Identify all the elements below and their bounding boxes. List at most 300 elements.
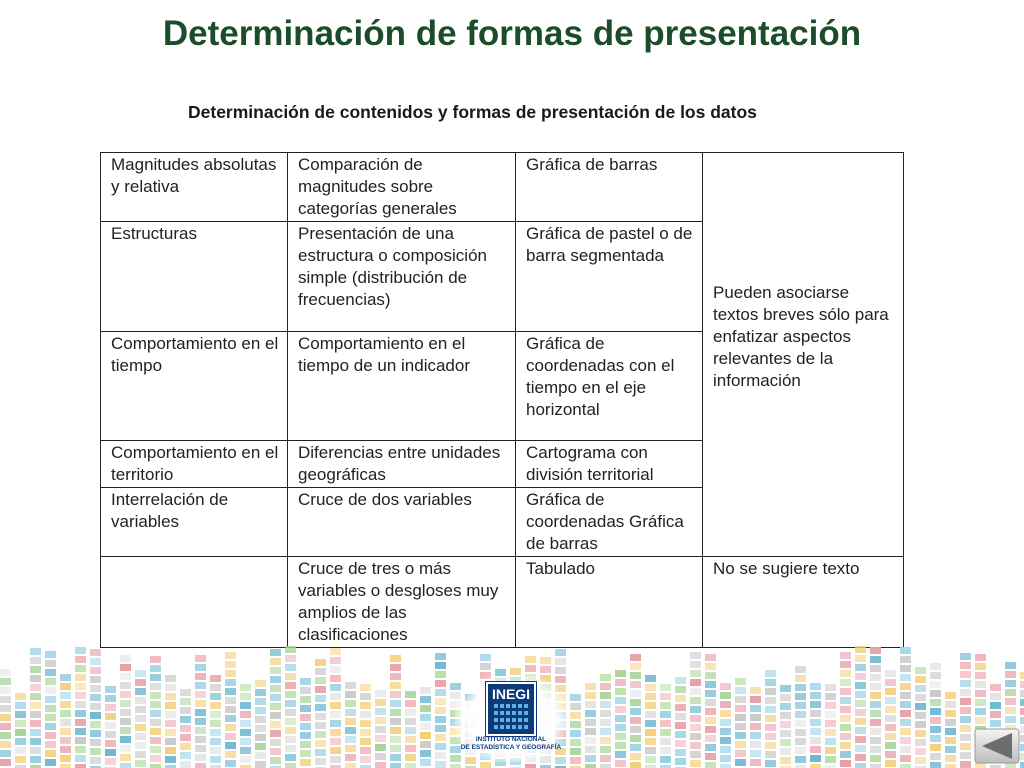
decorative-bar-block	[900, 764, 911, 768]
decorative-bar-block	[60, 764, 71, 768]
decorative-bar-block	[60, 692, 71, 699]
decorative-bar-block	[945, 719, 956, 726]
table-row	[101, 557, 904, 648]
decorative-bar-block	[75, 755, 86, 762]
decorative-bar-block	[285, 682, 296, 689]
decorative-bar-block	[60, 710, 71, 717]
decorative-bar-block	[360, 747, 371, 754]
decorative-bar-block	[75, 647, 86, 654]
decorative-bar-block	[390, 727, 401, 734]
decorative-bar-block	[345, 691, 356, 698]
decorative-bar-block	[975, 717, 986, 724]
decorative-bar-block	[705, 753, 716, 760]
decorative-bar-block	[240, 738, 251, 745]
decorative-bar-block	[690, 715, 701, 722]
decorative-bar-block	[30, 711, 41, 718]
decorative-bar-block	[570, 748, 581, 755]
decorative-bar-block	[330, 684, 341, 691]
decorative-bar-block	[240, 693, 251, 700]
decorative-bar-block	[435, 653, 446, 660]
decorative-bar-block	[960, 716, 971, 723]
table-cell-purpose: Comparación de magnitudes sobre categorías generales	[288, 153, 516, 222]
presentation-forms-table	[100, 152, 904, 648]
decorative-bar-block	[705, 699, 716, 706]
decorative-bar-block	[135, 679, 146, 686]
decorative-bar-block	[795, 720, 806, 727]
decorative-bar-block	[915, 739, 926, 746]
decorative-bar-block	[135, 760, 146, 767]
decorative-bar-block	[630, 735, 641, 742]
decorative-bar-block	[150, 755, 161, 762]
decorative-bar-block	[795, 693, 806, 700]
decorative-bar-block	[915, 685, 926, 692]
decorative-bar-block	[315, 749, 326, 756]
decorative-bar-block	[645, 693, 656, 700]
decorative-bar-block	[0, 723, 11, 730]
decorative-bar-block	[1020, 726, 1024, 733]
decorative-bar-block	[45, 696, 56, 703]
decorative-bar-block	[660, 702, 671, 709]
decorative-bar-block	[450, 764, 461, 768]
decorative-bar-block	[840, 706, 851, 713]
back-arrow-icon[interactable]	[974, 728, 1020, 764]
decorative-bar-block	[840, 661, 851, 668]
decorative-bar-block	[975, 654, 986, 661]
decorative-bar-block	[165, 675, 176, 682]
decorative-bar-block	[945, 746, 956, 753]
decorative-bar-block	[720, 683, 731, 690]
decorative-bar-block	[120, 754, 131, 761]
decorative-bar-block	[630, 744, 641, 751]
decorative-bar-block	[225, 688, 236, 695]
inegi-logo-line2: DE ESTADÍSTICA Y GEOGRAFÍA	[460, 744, 562, 751]
decorative-bar-block	[810, 701, 821, 708]
decorative-bar-block	[330, 657, 341, 664]
decorative-bar-block	[825, 738, 836, 745]
decorative-bar-block	[30, 648, 41, 655]
decorative-bar-block	[885, 697, 896, 704]
decorative-bar-block	[30, 684, 41, 691]
table-cell-text-note	[703, 153, 904, 557]
decorative-bar-block	[90, 712, 101, 719]
table-cell-purpose: Presentación de una estructura o composición simple (distribución de frecuencias)	[288, 222, 516, 332]
decorative-bar-block	[435, 725, 446, 732]
decorative-bar-block	[720, 755, 731, 762]
decorative-bar-block	[270, 694, 281, 701]
decorative-bar-block	[705, 690, 716, 697]
decorative-bar-block	[45, 723, 56, 730]
decorative-bar-block	[690, 760, 701, 767]
decorative-bar-block	[195, 673, 206, 680]
decorative-bar-block	[810, 755, 821, 762]
decorative-bar-block	[525, 656, 536, 663]
decorative-bar-block	[285, 646, 296, 653]
decorative-bar-block	[60, 719, 71, 726]
decorative-bar-block	[345, 727, 356, 734]
decorative-bar-block	[390, 709, 401, 716]
decorative-bar-block	[990, 693, 1001, 700]
decorative-bar-block	[45, 660, 56, 667]
decorative-bar-block	[435, 761, 446, 768]
decorative-bar-block	[870, 746, 881, 753]
decorative-bar-block	[765, 751, 776, 758]
decorative-bar-block	[60, 683, 71, 690]
decorative-bar-block	[75, 737, 86, 744]
decorative-bar-block	[600, 674, 611, 681]
decorative-bar-block	[345, 709, 356, 716]
decorative-bar-block	[885, 724, 896, 731]
decorative-bar-block	[615, 742, 626, 749]
decorative-bar-block	[585, 728, 596, 735]
decorative-bar-block	[165, 693, 176, 700]
decorative-bar-block	[195, 709, 206, 716]
decorative-bar-block	[645, 702, 656, 709]
decorative-bar-block	[0, 678, 11, 685]
decorative-bar-block	[960, 689, 971, 696]
decorative-bar-block	[885, 715, 896, 722]
decorative-bar-block	[255, 707, 266, 714]
decorative-bar-block	[795, 756, 806, 763]
decorative-bar-block	[600, 728, 611, 735]
decorative-bar-block	[315, 731, 326, 738]
decorative-bar-block	[330, 693, 341, 700]
decorative-bar-block	[585, 692, 596, 699]
decorative-bar-block	[165, 720, 176, 727]
decorative-bar-block	[900, 665, 911, 672]
decorative-bar-block	[390, 718, 401, 725]
table-cell-content-type: Comportamiento en el tiempo	[101, 332, 288, 441]
decorative-bar-block	[735, 705, 746, 712]
decorative-bar-block	[330, 675, 341, 682]
decorative-bar-block	[945, 692, 956, 699]
decorative-bar-block	[60, 674, 71, 681]
decorative-bar-block	[435, 707, 446, 714]
decorative-bar-block	[180, 725, 191, 732]
decorative-bar-block	[915, 757, 926, 764]
decorative-bar-block	[840, 697, 851, 704]
decorative-bar-block	[480, 654, 491, 661]
decorative-bar-block	[45, 750, 56, 757]
decorative-bar-block	[975, 681, 986, 688]
decorative-bar-block	[1020, 753, 1024, 760]
decorative-bar-block	[150, 692, 161, 699]
decorative-bar-block	[900, 692, 911, 699]
decorative-bar-block	[225, 742, 236, 749]
decorative-bar-block	[780, 730, 791, 737]
decorative-bar-block	[285, 718, 296, 725]
decorative-bar-block	[690, 733, 701, 740]
decorative-bar-block	[135, 715, 146, 722]
decorative-bar-block	[165, 756, 176, 763]
decorative-bar-block	[930, 690, 941, 697]
decorative-bar-block	[795, 738, 806, 745]
decorative-bar-block	[885, 679, 896, 686]
decorative-bar-block	[795, 666, 806, 673]
decorative-bar-block	[165, 702, 176, 709]
decorative-bar-block	[630, 753, 641, 760]
decorative-bar-block	[45, 714, 56, 721]
decorative-bar-block	[645, 675, 656, 682]
decorative-bar-block	[165, 747, 176, 754]
decorative-bar-block	[165, 729, 176, 736]
decorative-bar-block	[285, 655, 296, 662]
decorative-bar-block	[915, 712, 926, 719]
decorative-bar-block	[150, 656, 161, 663]
decorative-bar-block	[225, 697, 236, 704]
table-cell-chart-form: Cartograma con división territorial	[516, 441, 703, 488]
decorative-bar-block	[270, 739, 281, 746]
decorative-bar-block	[60, 755, 71, 762]
decorative-bar-block	[720, 692, 731, 699]
decorative-bar-block	[900, 656, 911, 663]
decorative-bar-block	[915, 676, 926, 683]
decorative-bar-block	[300, 687, 311, 694]
decorative-bar-block	[405, 736, 416, 743]
decorative-bar-block	[885, 733, 896, 740]
decorative-bar-block	[690, 724, 701, 731]
decorative-bar-block	[705, 708, 716, 715]
decorative-bar-block	[255, 734, 266, 741]
decorative-bar-block	[420, 705, 431, 712]
decorative-bar-block	[960, 698, 971, 705]
decorative-bar-block	[660, 684, 671, 691]
decorative-bar-block	[630, 726, 641, 733]
decorative-bar-block	[810, 692, 821, 699]
decorative-bar-block	[135, 688, 146, 695]
decorative-bar-block	[375, 744, 386, 751]
decorative-bar-block	[930, 762, 941, 768]
decorative-bar-block	[615, 715, 626, 722]
decorative-bar-block	[675, 749, 686, 756]
decorative-bar-block	[915, 694, 926, 701]
decorative-bar-block	[945, 764, 956, 768]
decorative-bar-block	[585, 755, 596, 762]
decorative-bar-block	[1005, 671, 1016, 678]
table-cell-content-type	[101, 557, 288, 648]
decorative-bar-block	[765, 724, 776, 731]
decorative-bar-block	[90, 685, 101, 692]
decorative-bar-block	[255, 716, 266, 723]
decorative-bar-block	[795, 684, 806, 691]
decorative-bar-block	[210, 702, 221, 709]
decorative-bar-block	[285, 691, 296, 698]
decorative-bar-block	[780, 721, 791, 728]
decorative-bar-block	[690, 652, 701, 659]
decorative-bar-block	[960, 653, 971, 660]
decorative-bar-block	[945, 737, 956, 744]
decorative-bar-block	[240, 711, 251, 718]
decorative-bar-block	[1020, 699, 1024, 706]
decorative-bar-block	[285, 700, 296, 707]
decorative-bar-block	[90, 730, 101, 737]
decorative-bar-block	[435, 698, 446, 705]
decorative-bar-block	[540, 666, 551, 673]
decorative-bar-block	[630, 690, 641, 697]
decorative-bar-block	[780, 712, 791, 719]
decorative-bar-block	[585, 764, 596, 768]
decorative-bar-block	[930, 717, 941, 724]
decorative-bar-block	[720, 728, 731, 735]
decorative-bar-block	[1020, 762, 1024, 768]
decorative-bar-block	[120, 763, 131, 768]
decorative-bar-block	[405, 727, 416, 734]
decorative-bar-block	[870, 737, 881, 744]
inegi-logo-word: INEGI	[491, 686, 531, 702]
decorative-bar-block	[735, 678, 746, 685]
decorative-bar-block	[870, 701, 881, 708]
decorative-bar-block	[60, 737, 71, 744]
decorative-bar-block	[390, 754, 401, 761]
decorative-bar-block	[435, 689, 446, 696]
decorative-bar-block	[555, 667, 566, 674]
decorative-bar-block	[285, 709, 296, 716]
decorative-bar-block	[315, 704, 326, 711]
decorative-bar-block	[810, 683, 821, 690]
decorative-bar-block	[270, 667, 281, 674]
decorative-bar-block	[660, 720, 671, 727]
decorative-bar-block	[135, 697, 146, 704]
decorative-bar-block	[45, 687, 56, 694]
decorative-bar-block	[210, 693, 221, 700]
decorative-bar-block	[645, 738, 656, 745]
decorative-bar-block	[210, 747, 221, 754]
decorative-bar-block	[195, 700, 206, 707]
decorative-bar-block	[0, 759, 11, 766]
decorative-bar-block	[270, 703, 281, 710]
decorative-bar-block	[420, 741, 431, 748]
decorative-bar-block	[90, 739, 101, 746]
decorative-bar-block	[90, 658, 101, 665]
decorative-bar-block	[765, 706, 776, 713]
decorative-bar-block	[975, 699, 986, 706]
building-icon	[488, 684, 534, 734]
decorative-bar-block	[675, 722, 686, 729]
decorative-bar-block	[30, 657, 41, 664]
decorative-bar-block	[885, 706, 896, 713]
decorative-bar-block	[150, 764, 161, 768]
decorative-bar-block	[150, 710, 161, 717]
decorative-bar-block	[0, 705, 11, 712]
decorative-bar-block	[825, 720, 836, 727]
decorative-bar-block	[825, 729, 836, 736]
decorative-bar-block	[765, 688, 776, 695]
decorative-bar-block	[15, 738, 26, 745]
decorative-bar-block	[855, 664, 866, 671]
decorative-bar-block	[600, 764, 611, 768]
decorative-bar-block	[840, 652, 851, 659]
decorative-bar-block	[150, 683, 161, 690]
decorative-bar-block	[675, 695, 686, 702]
decorative-bar-block	[390, 655, 401, 662]
decorative-bar-block	[330, 648, 341, 655]
decorative-bar-block	[90, 676, 101, 683]
decorative-bar-block	[225, 715, 236, 722]
decorative-bar-block	[285, 727, 296, 734]
decorative-bar-block	[900, 755, 911, 762]
decorative-bar-block	[795, 702, 806, 709]
decorative-bar-block	[315, 740, 326, 747]
decorative-bar-block	[390, 664, 401, 671]
decorative-bar-block	[255, 698, 266, 705]
decorative-bar-block	[390, 691, 401, 698]
decorative-bar-block	[855, 700, 866, 707]
decorative-bar-block	[300, 741, 311, 748]
decorative-bar-block	[765, 760, 776, 767]
decorative-bar-block	[225, 724, 236, 731]
decorative-bar-block	[120, 691, 131, 698]
decorative-bar-block	[390, 745, 401, 752]
decorative-bar-block	[420, 750, 431, 757]
decorative-bar-block	[240, 756, 251, 763]
decorative-bar-block	[600, 746, 611, 753]
decorative-bar-block	[435, 671, 446, 678]
decorative-bar-block	[120, 727, 131, 734]
decorative-bar-block	[825, 756, 836, 763]
table-cell-purpose: Cruce de tres o más variables o desgloses muy amplios de las clasificaciones	[288, 557, 516, 648]
decorative-bar-block	[0, 732, 11, 739]
decorative-bar-block	[840, 715, 851, 722]
decorative-bar-block	[930, 744, 941, 751]
decorative-bar-block	[675, 731, 686, 738]
decorative-bar-block	[330, 711, 341, 718]
decorative-bar-block	[840, 760, 851, 767]
decorative-bar-block	[435, 680, 446, 687]
decorative-bar-block	[645, 729, 656, 736]
decorative-bar-block	[630, 681, 641, 688]
decorative-bar-block	[15, 747, 26, 754]
decorative-bar-block	[480, 762, 491, 768]
decorative-bar-block	[195, 745, 206, 752]
decorative-bar-block	[360, 720, 371, 727]
decorative-bar-block	[105, 686, 116, 693]
decorative-bar-block	[210, 756, 221, 763]
decorative-bar-block	[660, 693, 671, 700]
decorative-bar-block	[0, 714, 11, 721]
decorative-bar-block	[945, 701, 956, 708]
decorative-bar-block	[690, 742, 701, 749]
decorative-bar-block	[180, 752, 191, 759]
decorative-bar-block	[960, 680, 971, 687]
decorative-bar-block	[930, 681, 941, 688]
decorative-bar-block	[975, 690, 986, 697]
decorative-bar-block	[750, 750, 761, 757]
decorative-bar-block	[420, 714, 431, 721]
decorative-bar-block	[165, 684, 176, 691]
decorative-bar-block	[585, 746, 596, 753]
decorative-bar-block	[750, 696, 761, 703]
decorative-bar-block	[990, 702, 1001, 709]
decorative-bar-block	[660, 738, 671, 745]
decorative-bar-block	[630, 708, 641, 715]
decorative-bar-block	[45, 732, 56, 739]
decorative-bar-block	[705, 672, 716, 679]
decorative-bar-block	[585, 710, 596, 717]
decorative-bar-block	[930, 708, 941, 715]
decorative-bar-block	[795, 675, 806, 682]
decorative-bar-block	[855, 646, 866, 653]
decorative-bar-block	[180, 734, 191, 741]
decorative-bar-block	[825, 747, 836, 754]
decorative-bar-block	[105, 749, 116, 756]
decorative-bar-block	[225, 679, 236, 686]
decorative-bar-block	[0, 696, 11, 703]
decorative-bar-block	[0, 750, 11, 757]
decorative-bar-block	[315, 695, 326, 702]
decorative-bar-block	[30, 747, 41, 754]
decorative-bar-block	[795, 747, 806, 754]
decorative-bar-block	[360, 756, 371, 763]
decorative-bar-block	[630, 663, 641, 670]
